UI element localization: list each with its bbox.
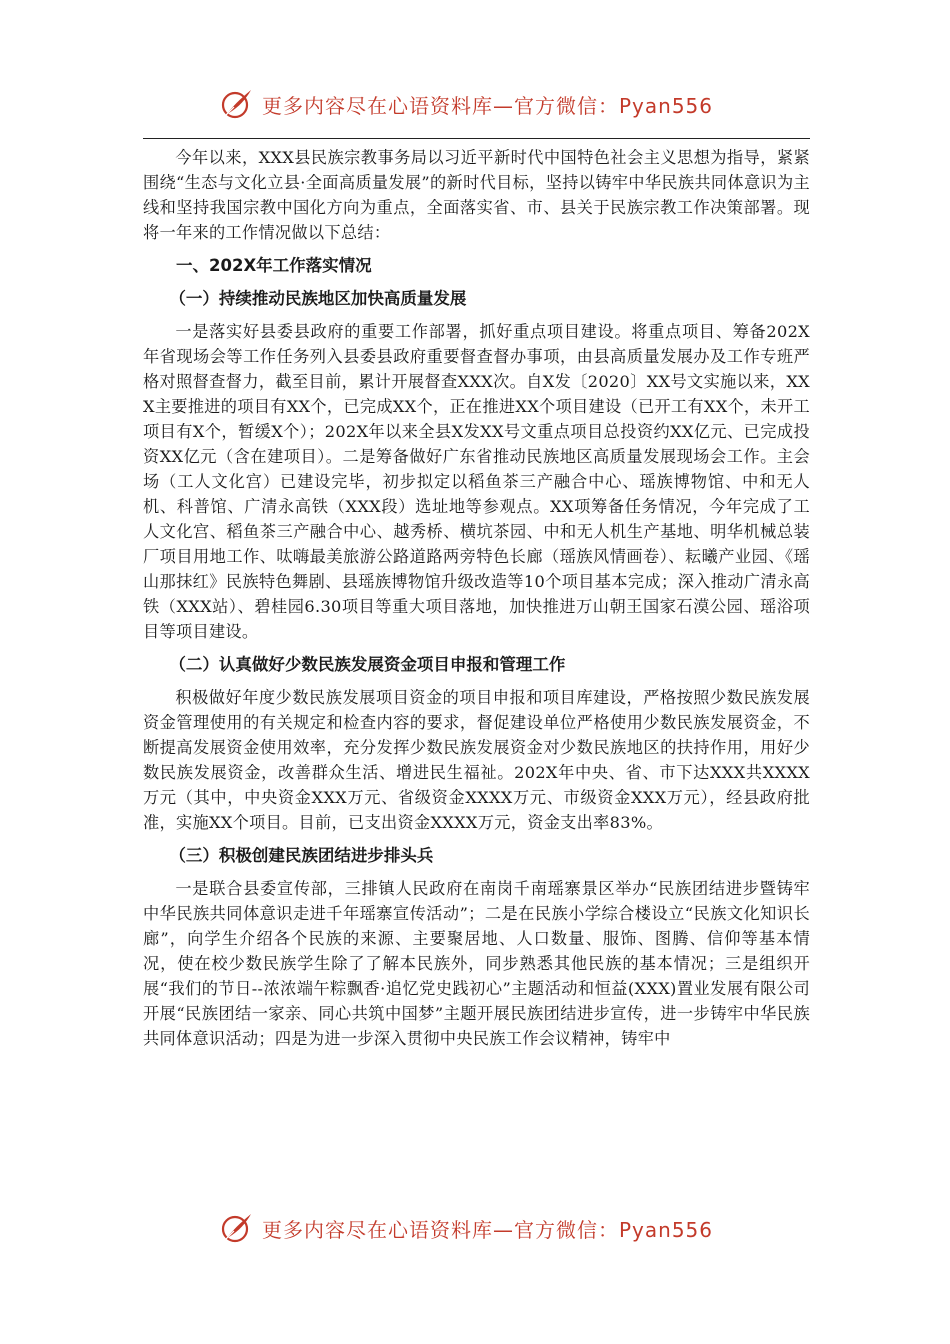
- wechat-id: Pyan556: [619, 1217, 714, 1242]
- subsection-2-heading: （二）认真做好少数民族发展资金项目申报和管理工作: [169, 655, 566, 674]
- document-body: [143, 145, 810, 1051]
- subsection-1-heading: （一）持续推动民族地区加快高质量发展: [169, 289, 467, 308]
- banner-text: 更多内容尽在心语资料库—官方微信：Pyan556: [262, 1217, 714, 1242]
- subsection-3-paragraph: 一是联合县委宣传部，三排镇人民政府在南岗千南瑶寨景区举办“民族团结进步暨铸牢中华民族共同体意识走进千年瑶寨宣传活动”；二是在民族小学综合楼设立“民族文化知识长廊”，向学生介绍各个民族的来源、主要聚居地、人口数量、服饰、图腾、信仰等基本情况，使在校少数民族学生除了了解本民族外，同步熟悉其他民族的基本情况；三是组织开展“我们的节日--浓浓端午粽飘香·追忆党史践初心”主题活动和恒益(XXX)置业发展有限公司开展“民族团结一家亲、同心共筑中国梦”主题开展民族团结进步宣传，进一步铸牢中华民族共同体意识活动；四是为进一步深入贯彻中央民族工作会议精神，铸牢中: [143, 879, 810, 1048]
- subsection-3-heading: （三）积极创建民族团结进步排头兵: [169, 846, 434, 865]
- section-1-heading: 一、202X年工作落实情况: [176, 256, 372, 275]
- wechat-id: Pyan556: [619, 93, 714, 118]
- quill-logo-icon: [220, 87, 254, 121]
- banner-text: 更多内容尽在心语资料库—官方微信：Pyan556: [262, 93, 714, 118]
- header-banner: [220, 84, 740, 124]
- subsection-1-paragraph: 一是落实好县委县政府的重要工作部署，抓好重点项目建设。将重点项目、筹备202X年省现场会等工作任务列入县委县政府重要督查督办事项，由县高质量发展办及工作专班严格对照督查督力，截至目前，累计开展督查XXX次。自X发〔2020〕XX号文实施以来，XXX主要推进的项目有XX个，已完成XX个，正在推进XX个项目建设（已开工有XX个，未开工项目有X个，暂缓X个）；202X年以来全县X发XX号文重点项目总投资约XX亿元、已完成投资XX亿元（含在建项目）。二是筹备做好广东省推动民族地区高质量发展现场会工作。主会场（工人文化宫）已建设完毕，初步拟定以稻鱼茶三产融合中心、瑶族博物馆、中和无人机、科普馆、广清永高铁（XXX段）选址地等参观点。XX项筹备任务情况，今年完成了工人文化宫、稻鱼茶三产融合中心、越秀桥、横坑茶园、中和无人机生产基地、明华机械总装厂项目用地工作、呔嗨最美旅游公路道路两旁特色长廊（瑶族风情画卷）、耘曦产业园、《瑶山那抹红》民族特色舞剧、县瑶族博物馆升级改造等10个项目基本完成；深入推动广清永高铁（XXX站）、碧桂园6.30项目等重大项目落地，加快推进万山朝王国家石漠公园、瑶浴项目等项目建设。: [143, 322, 810, 641]
- intro-paragraph: 今年以来，XXX县民族宗教事务局以习近平新时代中国特色社会主义思想为指导，紧紧围绕“生态与文化立县·全面高质量发展”的新时代目标，坚持以铸牢中华民族共同体意识为主线和坚持我国宗教中国化方向为重点，全面落实省、市、县关于民族宗教工作决策部署。现将一年来的工作情况做以下总结：: [143, 148, 810, 242]
- quill-logo-icon: [220, 1211, 254, 1245]
- footer-banner: [220, 1208, 740, 1248]
- subsection-2-paragraph: 积极做好年度少数民族发展项目资金的项目申报和项目库建设，严格按照少数民族发展资金管理使用的有关规定和检查内容的要求，督促建设单位严格使用少数民族发展资金，不断提高发展资金使用效率，充分发挥少数民族发展资金对少数民族地区的扶持作用，用好少数民族发展资金，改善群众生活、增进民生福祉。202X年中央、省、市下达XXX共XXXX万元（其中，中央资金XXX万元、省级资金XXXX万元、市级资金XXX万元），经县政府批准，实施XX个项目。目前，已支出资金XXXX万元，资金支出率83%。: [143, 688, 810, 832]
- header-divider: [143, 138, 810, 139]
